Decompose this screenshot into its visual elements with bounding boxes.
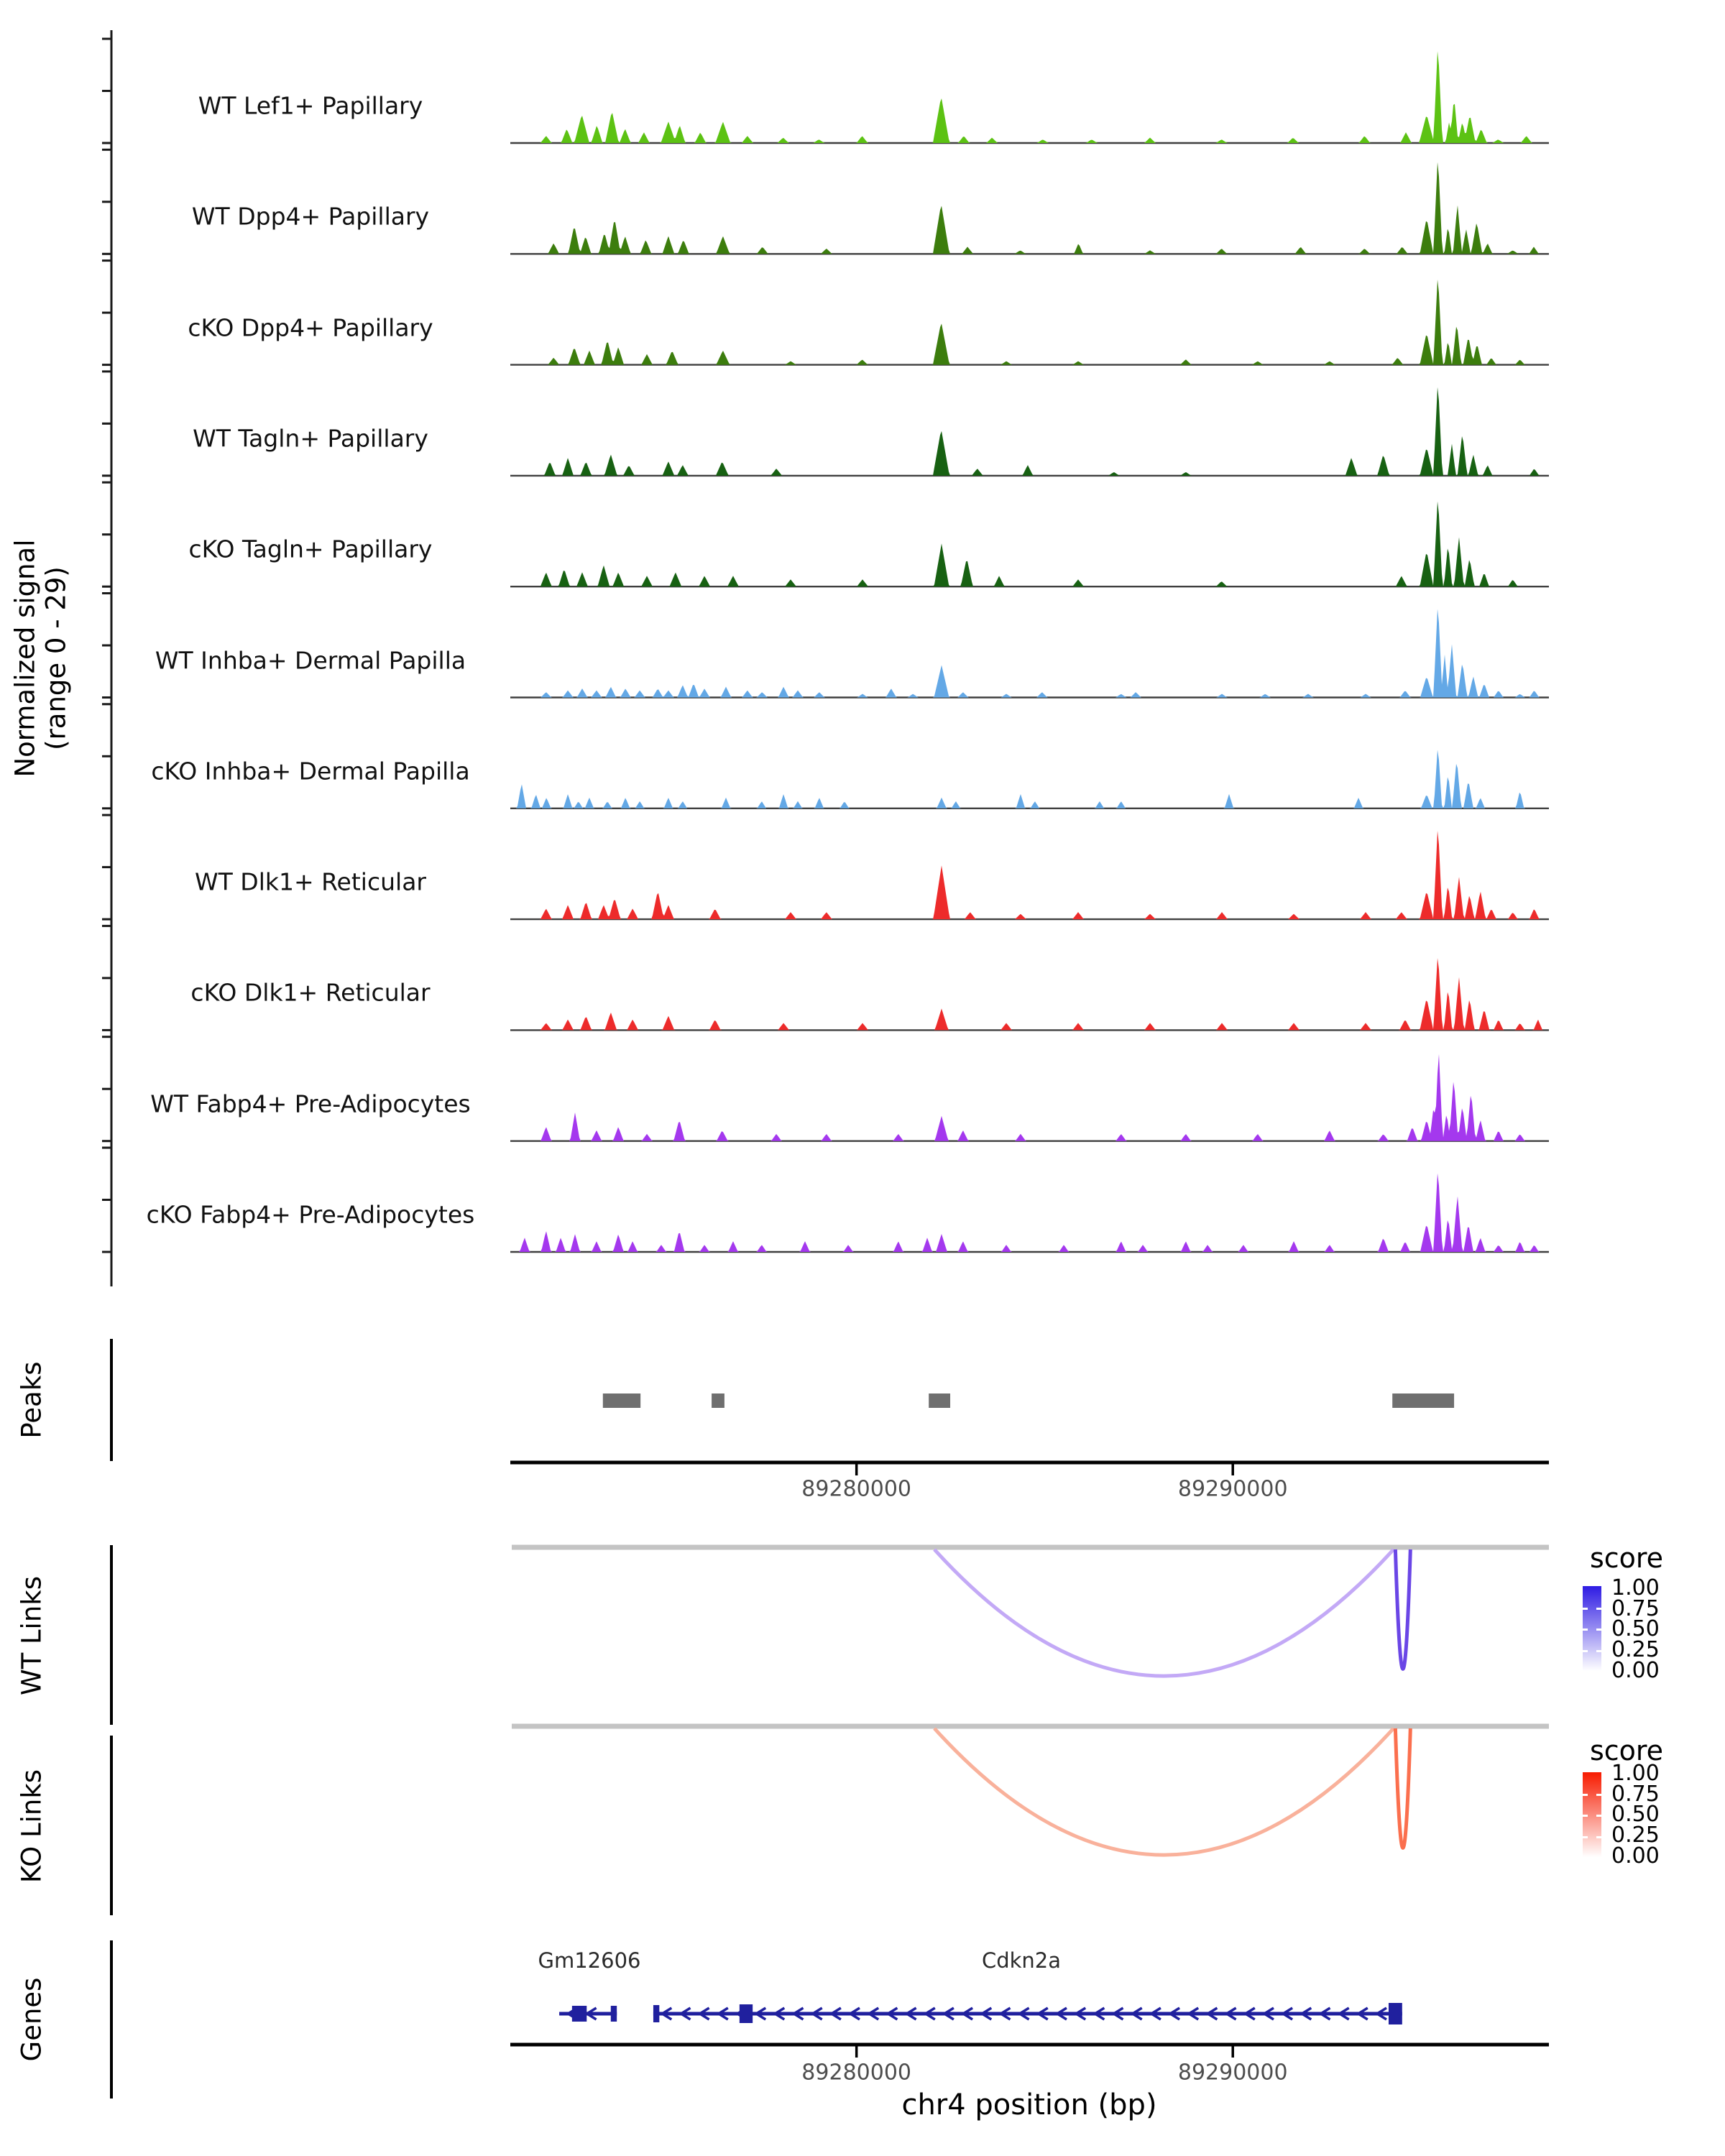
track-label: cKO Dpp4+ Papillary [188,313,433,342]
ko-score-legend-title: score [1589,1735,1664,1766]
legend-value-label: 1.00 [1611,1761,1660,1786]
signal-area [510,831,1549,919]
track-label: cKO Tagln+ Papillary [188,535,433,563]
peak-interval [929,1393,950,1408]
gene-exon [572,2006,586,2022]
track-label: WT Dpp4+ Papillary [191,202,430,231]
genome-axis-tick-label: 89280000 [801,2060,912,2086]
legend-bar-tick [1583,1794,1588,1796]
signal-area [510,1174,1549,1252]
signal-area [510,280,1549,365]
gene-exon [653,2005,659,2022]
track-label: cKO Inhba+ Dermal Papilla [151,757,470,786]
track-label: cKO Dlk1+ Reticular [190,978,431,1007]
track-label: WT Inhba+ Dermal Papilla [155,646,466,674]
peaks-axis-tick-label: 89290000 [1177,1476,1288,1502]
genome-axis-tick-label: 89290000 [1177,2060,1288,2086]
signal-area [510,1054,1549,1141]
legend-bar-tick [1596,1836,1601,1838]
legend-bar-tick [1583,1815,1588,1817]
gene-exon [740,2004,753,2023]
peaks-axis-tick-label: 89280000 [801,1476,912,1502]
legend-bar-tick [1583,1650,1588,1652]
legend-bar-tick [1596,1628,1601,1631]
legend-value-label: 1.00 [1611,1575,1660,1600]
legend-value-label: 0.25 [1611,1823,1660,1848]
legend-value-label: 0.75 [1611,1595,1660,1621]
legend-value-label: 0.00 [1611,1657,1660,1683]
link-arc [1395,1549,1410,1669]
gene-name-label: Gm12606 [538,1948,641,1973]
track-label: WT Dlk1+ Reticular [195,867,426,896]
y-axis-label [10,539,71,777]
x-axis-title: chr4 position (bp) [901,2088,1157,2122]
legend-value-label: 0.50 [1611,1616,1660,1642]
track-label: WT Lef1+ Papillary [198,91,423,120]
peaks-section-label: Peaks [16,1361,47,1439]
legend-value-label: 0.25 [1611,1637,1660,1663]
gene-exon [611,2006,617,2022]
link-arc [1395,1728,1410,1848]
signal-area [510,609,1549,697]
legend-bar-tick [1596,1608,1601,1610]
legend-value-label: 0.50 [1611,1802,1660,1828]
legend-bar-tick [1596,1650,1601,1652]
wt-score-legend-title: score [1589,1542,1664,1574]
signal-area [510,387,1549,476]
legend-value-label: 0.00 [1611,1843,1660,1869]
signal-area [510,958,1549,1030]
y-axis-label-line1: Normalized signal [9,539,41,778]
signal-area [510,750,1549,808]
signal-area [510,51,1549,143]
peak-interval [712,1393,724,1408]
legend-bar-tick [1596,1794,1601,1796]
track-label: WT Tagln+ Papillary [193,424,428,453]
peak-interval [603,1393,640,1408]
track-label: cKO Fabp4+ Pre-Adipocytes [146,1200,475,1229]
legend-bar-tick [1583,1628,1588,1631]
signal-area [510,162,1549,254]
legend-bar-tick [1596,1815,1601,1817]
legend-value-label: 0.75 [1611,1781,1660,1807]
legend-bar-tick [1583,1608,1588,1610]
link-arc [934,1549,1394,1676]
gene-name-label: Cdkn2a [981,1948,1062,1973]
signal-area [510,502,1549,587]
y-axis-label-line2: (range 0 - 29) [40,566,71,750]
gene-exon [1389,2003,1402,2024]
track-label: WT Fabp4+ Pre-Adipocytes [150,1089,471,1118]
peak-interval [1392,1393,1454,1408]
ko-links-section-label: KO Links [16,1769,47,1884]
genes-section-label: Genes [16,1977,47,2062]
legend-bar-tick [1583,1836,1588,1838]
link-arc [934,1728,1394,1855]
wt-links-section-label: WT Links [16,1576,47,1695]
